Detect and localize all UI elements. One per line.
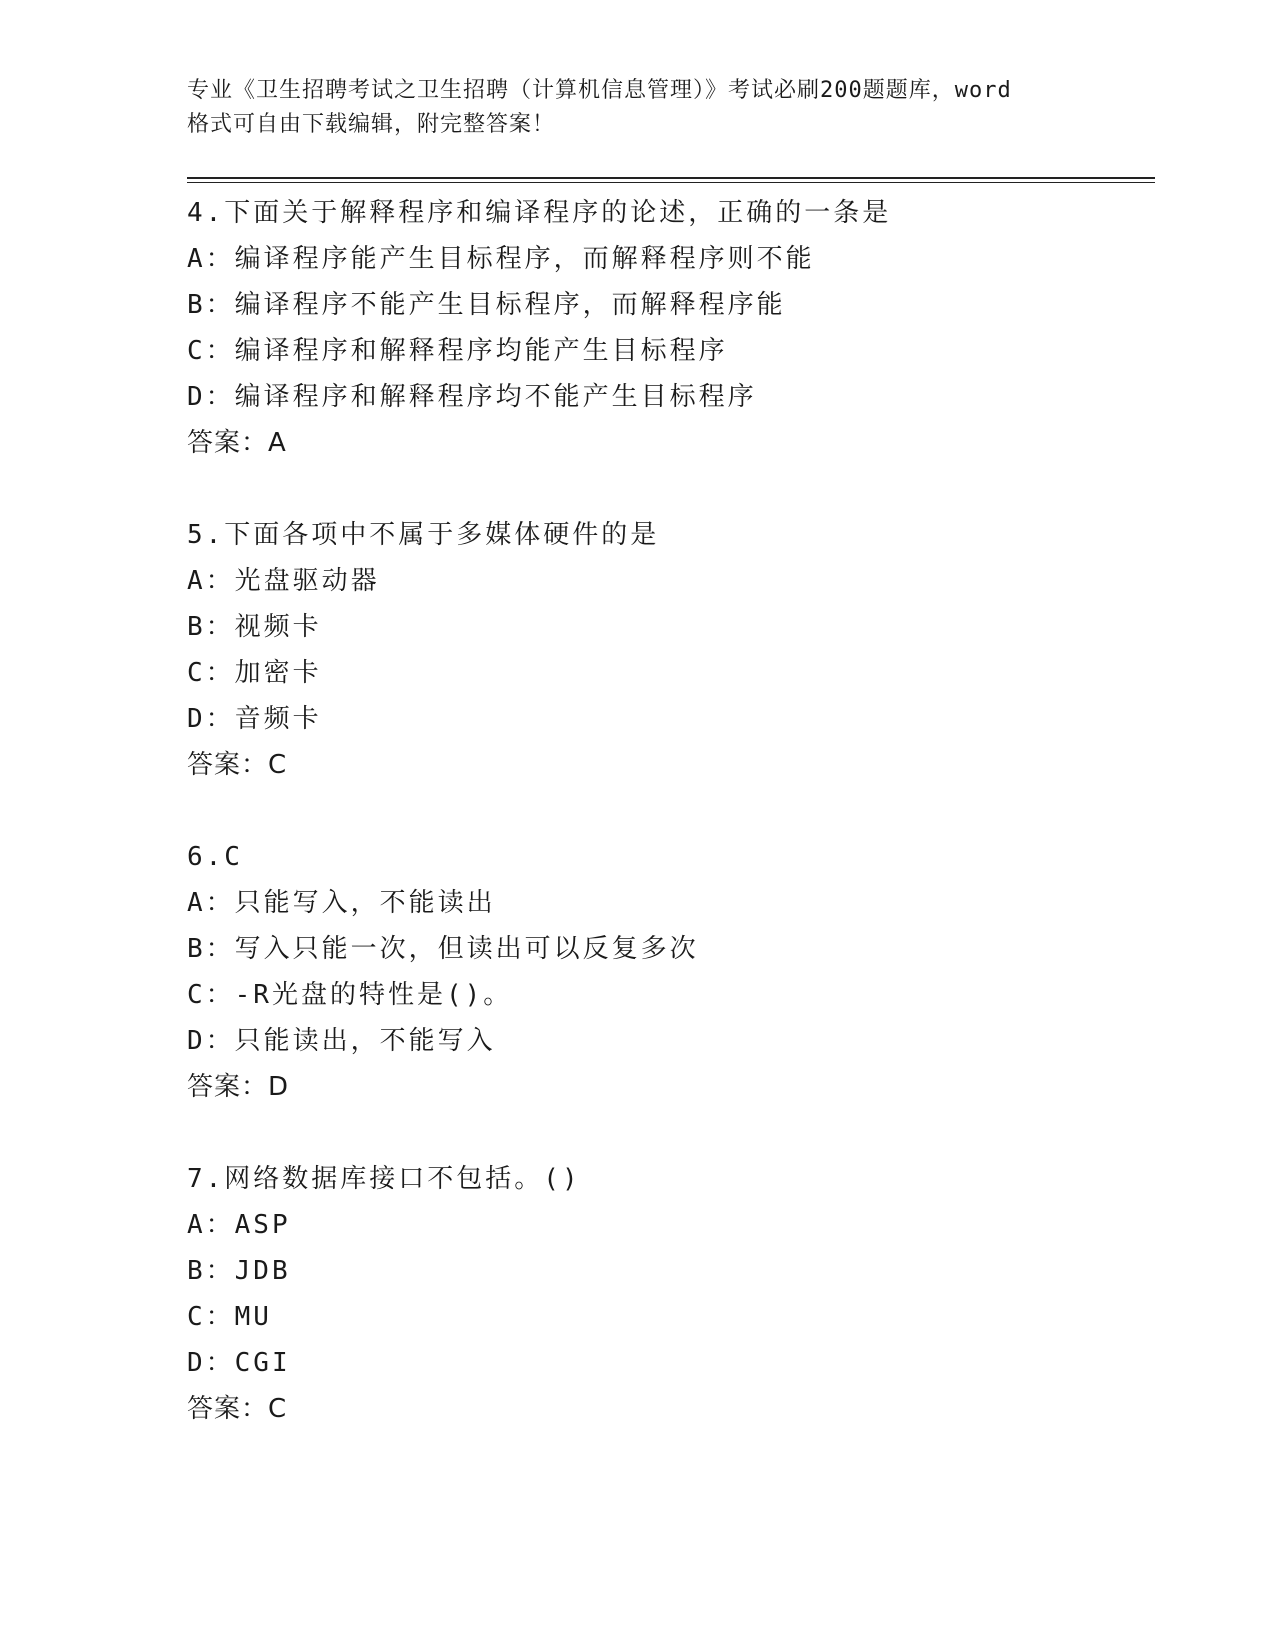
option-a: A：只能写入，不能读出: [187, 888, 496, 918]
option-b: B：JDB: [187, 1256, 291, 1286]
question-stem: 7.网络数据库接口不包括。(): [187, 1164, 581, 1194]
question-7: [187, 1156, 1147, 1432]
option-b: B：视频卡: [187, 612, 322, 642]
option-d: D：只能读出，不能写入: [187, 1026, 496, 1056]
question-stem: 6.C: [187, 842, 243, 872]
answer-line: 答案：C: [187, 1394, 288, 1424]
header-divider-thin: [187, 182, 1155, 183]
question-4: [187, 190, 1147, 466]
option-c: C：MU: [187, 1302, 272, 1332]
header-line-1: 专业《卫生招聘考试之卫生招聘（计算机信息管理）》考试必刷200题题库，word: [187, 78, 1012, 103]
question-stem: 4.下面关于解释程序和编译程序的论述，正确的一条是: [187, 198, 892, 228]
header-line-2: 格式可自由下载编辑，附完整答案！: [187, 112, 556, 137]
header-divider-thick: [187, 177, 1155, 179]
option-a: A：光盘驱动器: [187, 566, 380, 596]
question-5: [187, 512, 1147, 788]
question-stem: 5.下面各项中不属于多媒体硬件的是: [187, 520, 660, 550]
answer-line: 答案：C: [187, 750, 288, 780]
option-d: D：CGI: [187, 1348, 291, 1378]
option-c: C：-R光盘的特性是()。: [187, 980, 513, 1010]
question-list: [187, 190, 1147, 1478]
option-d: D：音频卡: [187, 704, 322, 734]
option-a: A：编译程序能产生目标程序，而解释程序则不能: [187, 244, 815, 274]
option-a: A：ASP: [187, 1210, 291, 1240]
question-6: [187, 834, 1147, 1110]
document-header: [187, 74, 1087, 142]
option-b: B：写入只能一次，但读出可以反复多次: [187, 934, 699, 964]
option-c: C：加密卡: [187, 658, 322, 688]
option-d: D：编译程序和解释程序均不能产生目标程序: [187, 382, 757, 412]
answer-line: 答案：D: [187, 1072, 290, 1102]
option-c: C：编译程序和解释程序均能产生目标程序: [187, 336, 728, 366]
answer-line: 答案：A: [187, 428, 287, 458]
option-b: B：编译程序不能产生目标程序，而解释程序能: [187, 290, 786, 320]
